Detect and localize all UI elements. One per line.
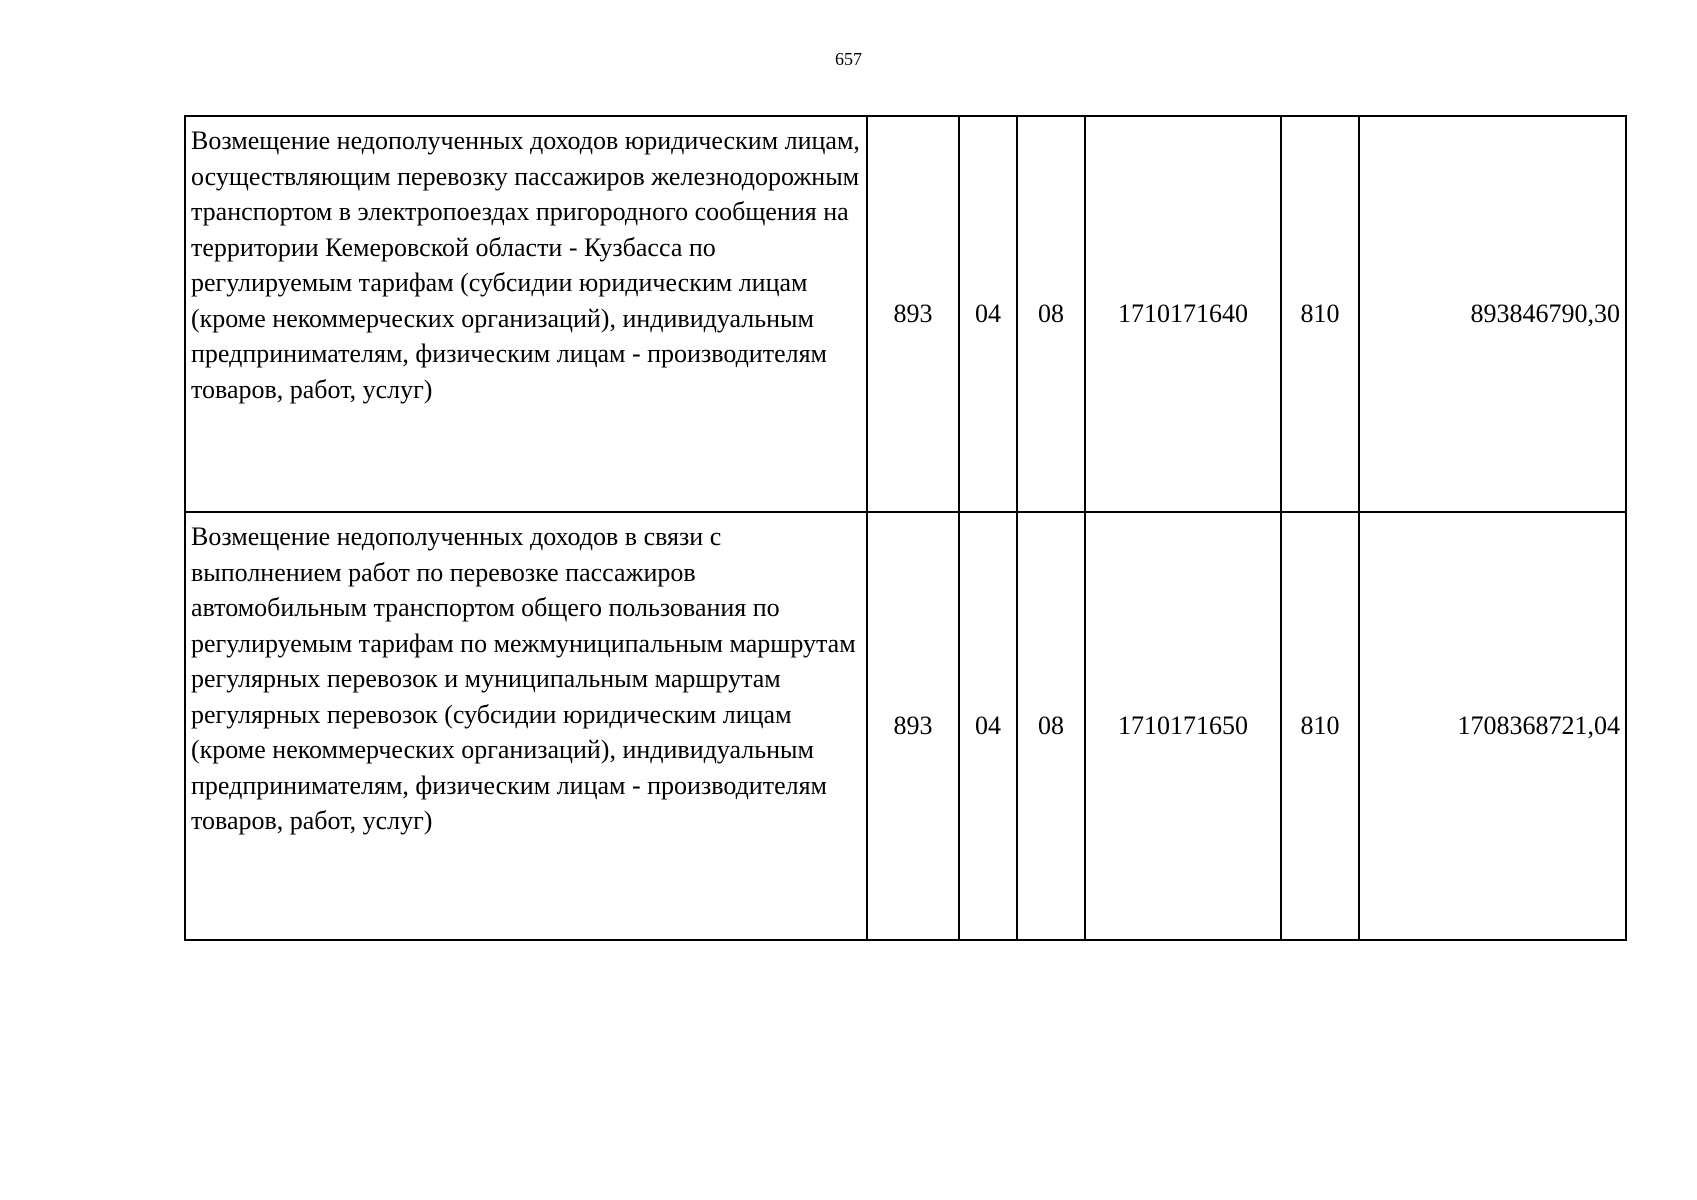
expense-name-cell: Возмещение недополученных доходов в связи с выполнением работ по перевозке пассажиров автомобильным транспортом общего пользования по регулируемым тарифам по межмуниципальным маршрутам регулярных перевозок и муниципальным маршрутам регулярных перевозок (субсидии юридическим лицам (кроме некоммерческих организаций), индивидуальным предпринимателям, физическим лицам - производителям товаров, работ, услуг) <box>185 512 867 940</box>
amount-cell: 893846790,30 <box>1359 116 1626 512</box>
subsection-code-cell: 08 <box>1017 116 1085 512</box>
amount-cell: 1708368721,04 <box>1359 512 1626 940</box>
expense-type-cell: 810 <box>1281 116 1359 512</box>
target-article-cell: 1710171640 <box>1085 116 1281 512</box>
expense-type-cell: 810 <box>1281 512 1359 940</box>
ministry-code-cell: 893 <box>867 116 959 512</box>
expense-name-cell: Возмещение недополученных доходов юридическим лицам, осуществляющим перевозку пассажиров железнодорожным транспортом в электропоездах пригородного сообщения на территории Кемеровской области - Кузбасса по регулируемым тарифам (субсидии юридическим лицам (кроме некоммерческих организаций), индивидуальным предпринимателям, физическим лицам - производителям товаров, работ, услуг) <box>185 116 867 512</box>
ministry-code-cell: 893 <box>867 512 959 940</box>
section-code-cell: 04 <box>959 116 1017 512</box>
target-article-cell: 1710171650 <box>1085 512 1281 940</box>
table-row <box>185 116 1626 512</box>
subsection-code-cell: 08 <box>1017 512 1085 940</box>
budget-table <box>184 115 1627 941</box>
table-row <box>185 512 1626 940</box>
page-number: 657 <box>835 49 862 69</box>
section-code-cell: 04 <box>959 512 1017 940</box>
